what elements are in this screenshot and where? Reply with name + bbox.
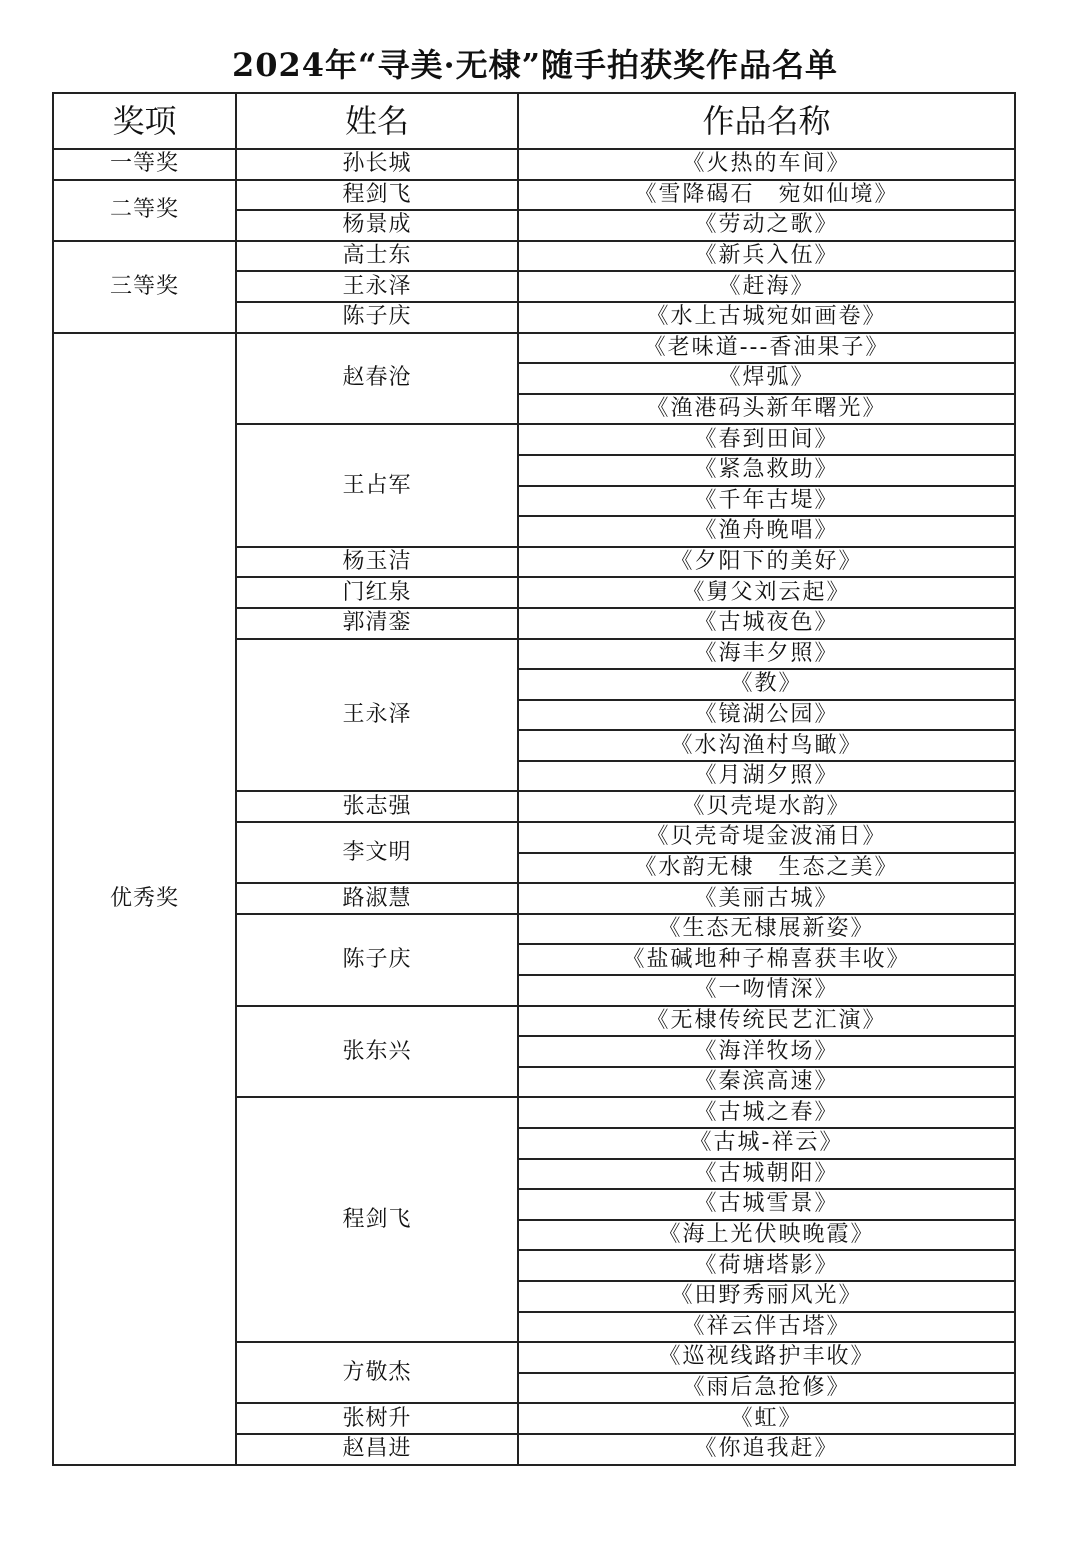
work-title-cell: 《紧急救助》 — [518, 455, 1015, 486]
name-cell: 陈子庆 — [236, 302, 518, 333]
work-title-cell: 《镜湖公园》 — [518, 700, 1015, 731]
work-title-cell: 《古城之春》 — [518, 1097, 1015, 1128]
name-cell: 张志强 — [236, 791, 518, 822]
work-title-cell: 《祥云伴古塔》 — [518, 1312, 1015, 1343]
work-title-cell: 《田野秀丽风光》 — [518, 1281, 1015, 1312]
header-name: 姓名 — [236, 93, 518, 149]
work-title-cell: 《雨后急抢修》 — [518, 1373, 1015, 1404]
work-title-cell: 《夕阳下的美好》 — [518, 547, 1015, 578]
work-title-cell: 《巡视线路护丰收》 — [518, 1342, 1015, 1373]
work-title-cell: 《贝壳堤水韵》 — [518, 791, 1015, 822]
table-row — [53, 333, 1015, 364]
name-cell: 方敬杰 — [236, 1342, 518, 1403]
work-title-cell: 《古城雪景》 — [518, 1189, 1015, 1220]
work-title-cell: 《劳动之歌》 — [518, 210, 1015, 241]
name-cell: 郭清銮 — [236, 608, 518, 639]
work-title-cell: 《贝壳奇堤金波涌日》 — [518, 822, 1015, 853]
name-cell: 王永泽 — [236, 271, 518, 302]
name-cell: 陈子庆 — [236, 914, 518, 1006]
work-title-cell: 《美丽古城》 — [518, 883, 1015, 914]
name-cell: 杨景成 — [236, 210, 518, 241]
name-cell: 王占军 — [236, 424, 518, 546]
work-title-cell: 《盐碱地种子棉喜获丰收》 — [518, 944, 1015, 975]
work-title-cell: 《水韵无棣 生态之美》 — [518, 853, 1015, 884]
work-title-cell: 《月湖夕照》 — [518, 761, 1015, 792]
work-title-cell: 《焊弧》 — [518, 363, 1015, 394]
work-title-cell: 《海洋牧场》 — [518, 1036, 1015, 1067]
work-title-cell: 《生态无棣展新姿》 — [518, 914, 1015, 945]
header-work-title: 作品名称 — [518, 93, 1015, 149]
name-cell: 高士东 — [236, 241, 518, 272]
name-cell: 李文明 — [236, 822, 518, 883]
work-title-cell: 《赶海》 — [518, 271, 1015, 302]
work-title-cell: 《一吻情深》 — [518, 975, 1015, 1006]
award-cell: 一等奖 — [53, 149, 236, 180]
work-title-cell: 《新兵入伍》 — [518, 241, 1015, 272]
work-title-cell: 《古城夜色》 — [518, 608, 1015, 639]
work-title-cell: 《渔港码头新年曙光》 — [518, 394, 1015, 425]
name-cell: 赵昌进 — [236, 1434, 518, 1465]
name-cell: 程剑飞 — [236, 180, 518, 211]
document-title: 2024年“寻美·无棣”随手拍获奖作品名单 — [231, 46, 839, 84]
work-title-cell: 《千年古堤》 — [518, 486, 1015, 517]
name-cell: 赵春沧 — [236, 333, 518, 425]
work-title-cell: 《春到田间》 — [518, 424, 1015, 455]
work-title-cell: 《水上古城宛如画卷》 — [518, 302, 1015, 333]
name-cell: 张东兴 — [236, 1006, 518, 1098]
work-title-cell: 《你追我赶》 — [518, 1434, 1015, 1465]
work-title-cell: 《古城-祥云》 — [518, 1128, 1015, 1159]
name-cell: 程剑飞 — [236, 1097, 518, 1342]
work-title-cell: 《海上光伏映晚霞》 — [518, 1220, 1015, 1251]
work-title-cell: 《火热的车间》 — [518, 149, 1015, 180]
table-row — [53, 149, 1015, 180]
work-title-cell: 《荷塘塔影》 — [518, 1250, 1015, 1281]
work-title-cell: 《雪降碣石 宛如仙境》 — [518, 180, 1015, 211]
name-cell: 王永泽 — [236, 639, 518, 792]
work-title-cell: 《舅父刘云起》 — [518, 577, 1015, 608]
work-title-cell: 《老味道---香油果子》 — [518, 333, 1015, 364]
name-cell: 杨玉洁 — [236, 547, 518, 578]
awards-table-body — [53, 149, 1015, 1465]
award-cell: 优秀奖 — [53, 333, 236, 1465]
work-title-cell: 《秦滨高速》 — [518, 1067, 1015, 1098]
name-cell: 张树升 — [236, 1403, 518, 1434]
table-row — [53, 241, 1015, 272]
award-cell: 三等奖 — [53, 241, 236, 333]
table-header-row — [53, 93, 1015, 149]
work-title-cell: 《虹》 — [518, 1403, 1015, 1434]
work-title-cell: 《教》 — [518, 669, 1015, 700]
name-cell: 门红泉 — [236, 577, 518, 608]
name-cell: 路淑慧 — [236, 883, 518, 914]
name-cell: 孙长城 — [236, 149, 518, 180]
work-title-cell: 《渔舟晚唱》 — [518, 516, 1015, 547]
work-title-cell: 《古城朝阳》 — [518, 1159, 1015, 1190]
award-cell: 二等奖 — [53, 180, 236, 241]
work-title-cell: 《无棣传统民艺汇演》 — [518, 1006, 1015, 1037]
awards-table — [52, 92, 1016, 1466]
header-award: 奖项 — [53, 93, 236, 149]
work-title-cell: 《水沟渔村鸟瞰》 — [518, 730, 1015, 761]
work-title-cell: 《海丰夕照》 — [518, 639, 1015, 670]
table-row — [53, 180, 1015, 211]
